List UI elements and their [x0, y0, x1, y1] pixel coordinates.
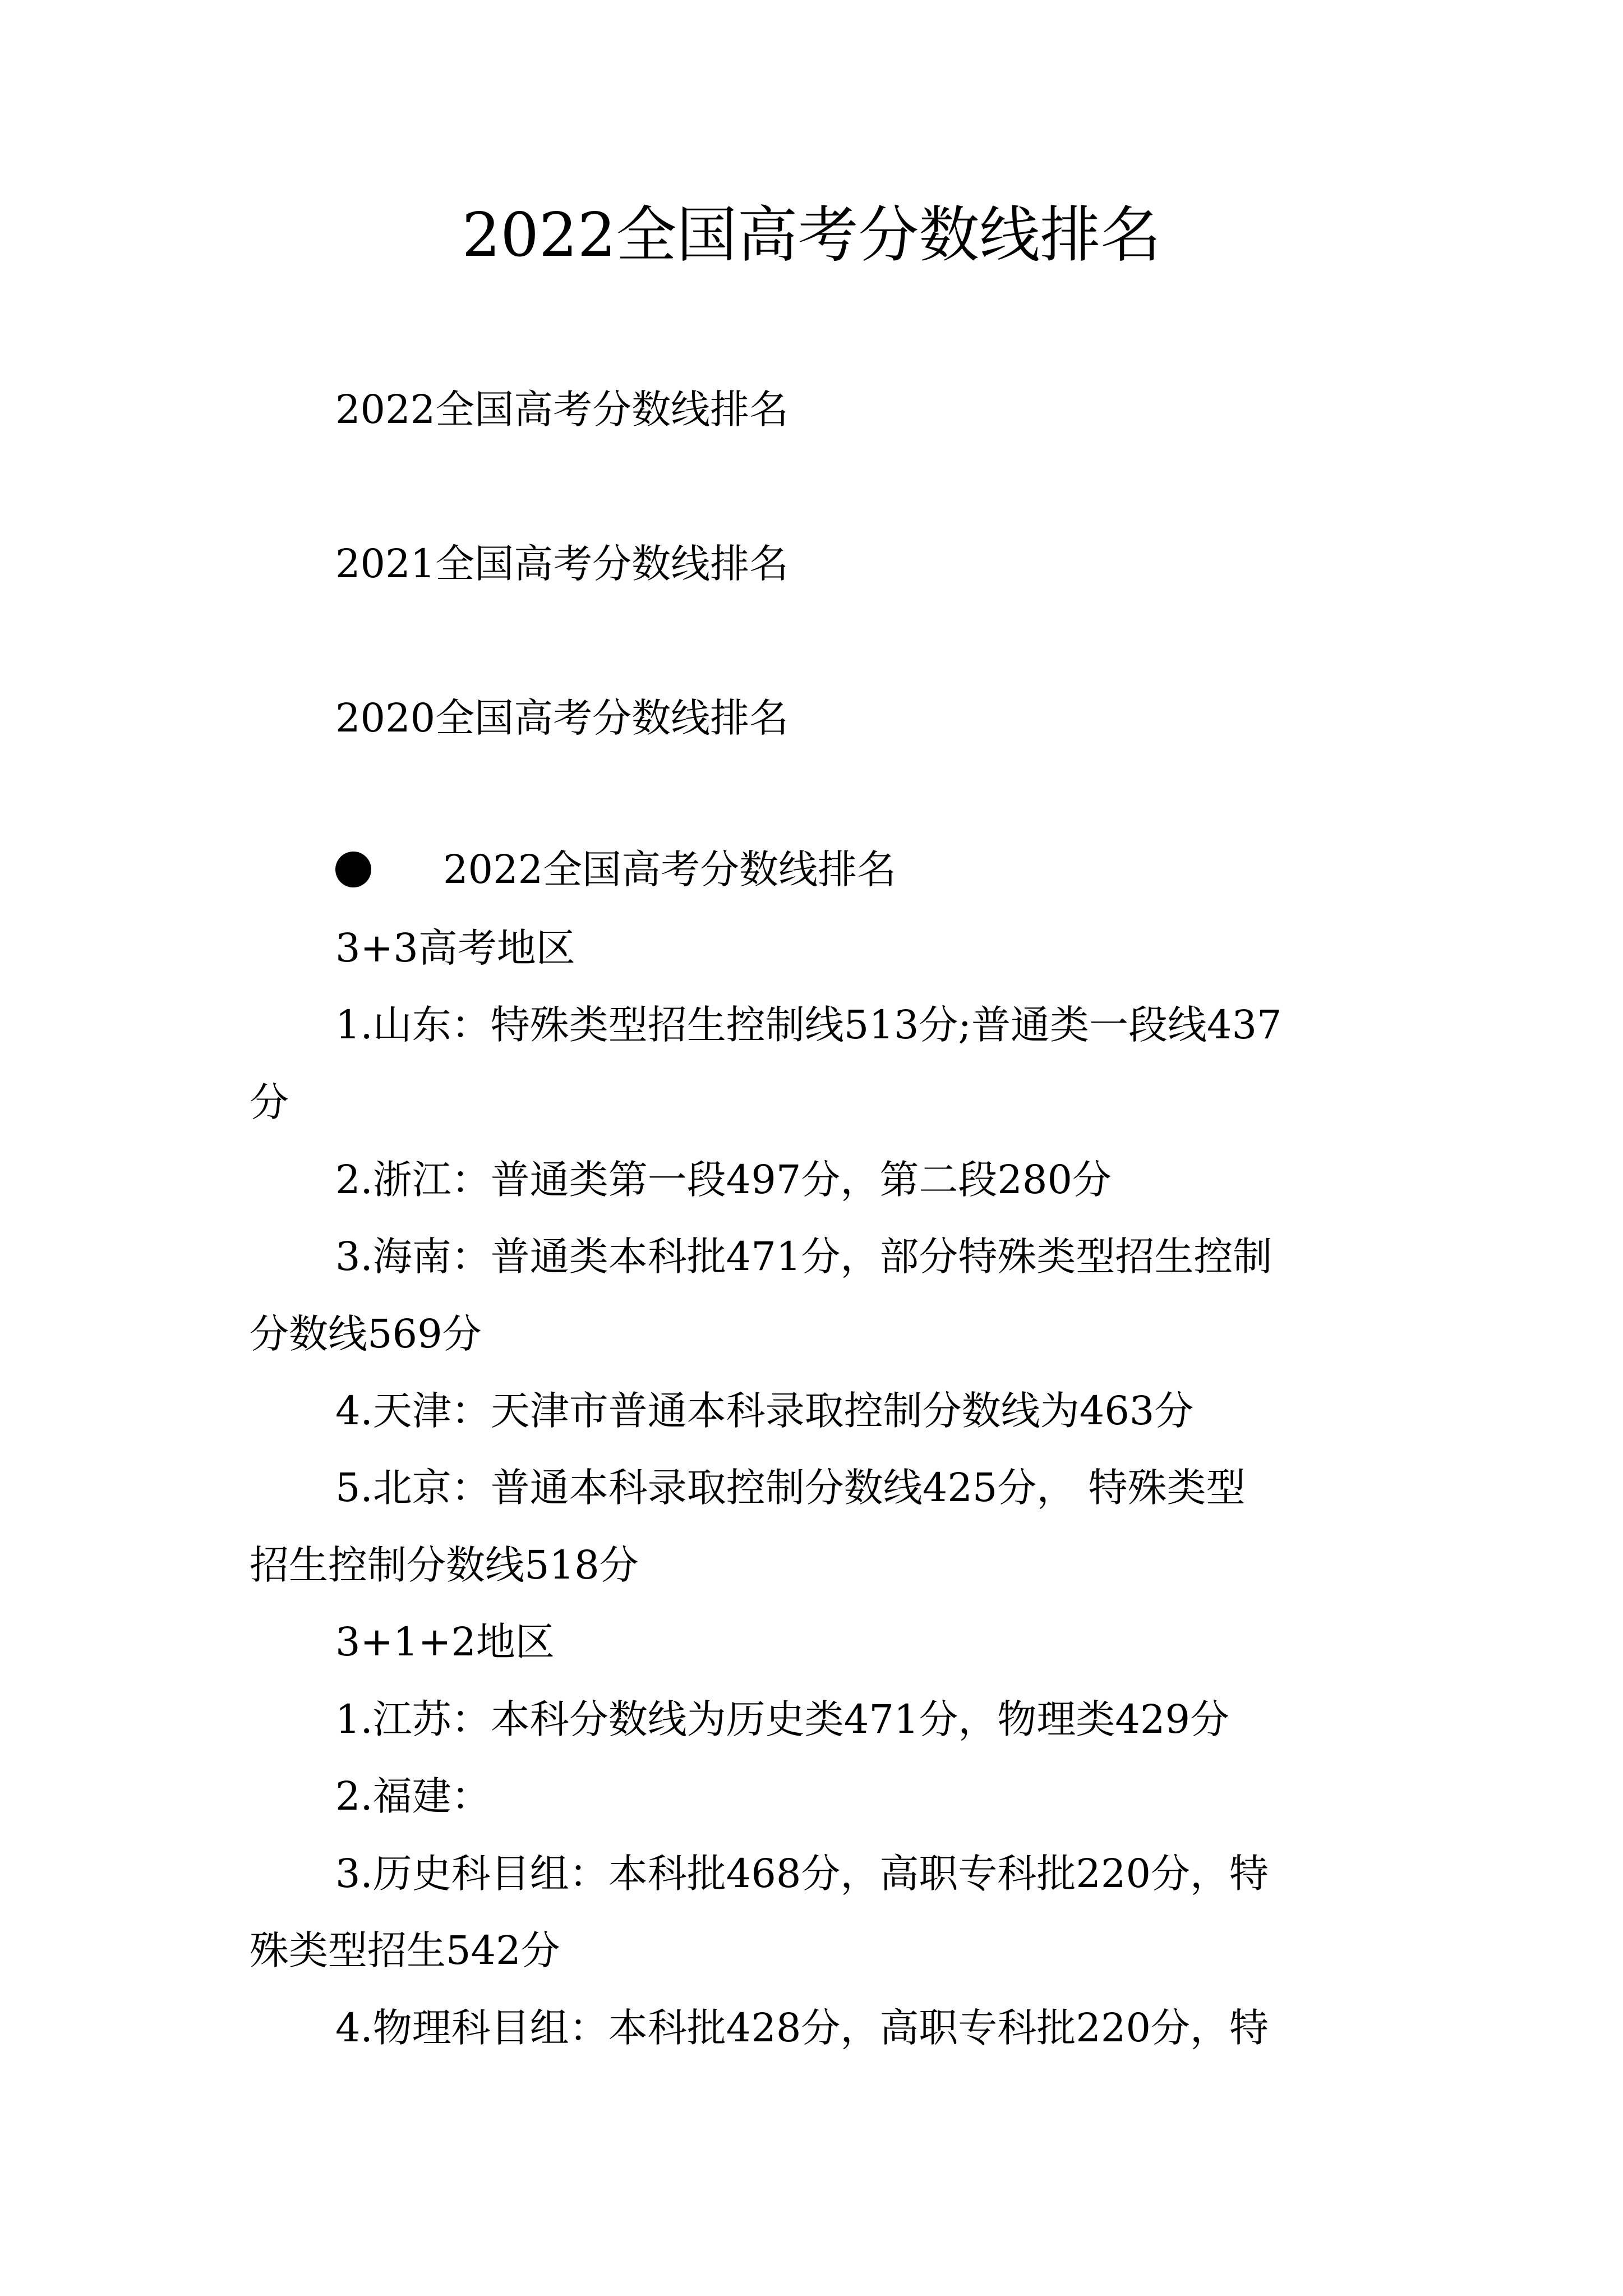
region-heading-3-3: 3+3高考地区 — [335, 925, 575, 971]
list-item-history-group-cont: 殊类型招生542分 — [250, 1927, 560, 1973]
list-item-tianjin: 4.天津：天津市普通本科录取控制分数线为463分 — [335, 1388, 1194, 1434]
section-heading: 2022全国高考分数线排名 — [443, 846, 897, 892]
bullet-icon — [335, 852, 371, 887]
list-item-jiangsu: 1.江苏：本科分数线为历史类471分，物理类429分 — [335, 1696, 1230, 1742]
list-item-history-group: 3.历史科目组：本科批468分，高职专科批220分，特 — [335, 1851, 1269, 1897]
list-item-shandong-cont: 分 — [250, 1079, 289, 1125]
toc-item-2022: 2022全国高考分数线排名 — [335, 386, 789, 432]
list-item-beijing: 5.北京：普通本科录取控制分数线425分， 特殊类型 — [335, 1465, 1246, 1511]
toc-item-2020: 2020全国高考分数线排名 — [335, 695, 789, 741]
list-item-shandong: 1.山东：特殊类型招生控制线513分;普通类一段线437 — [335, 1002, 1282, 1048]
region-heading-3-1-2: 3+1+2地区 — [335, 1619, 555, 1665]
toc-item-2021: 2021全国高考分数线排名 — [335, 541, 789, 587]
list-item-fujian: 2.福建： — [335, 1773, 491, 1819]
list-item-hainan: 3.海南：普通类本科批471分，部分特殊类型招生控制 — [335, 1234, 1272, 1280]
document-title: 2022全国高考分数线排名 — [462, 200, 1161, 270]
list-item-hainan-cont: 分数线569分 — [250, 1311, 482, 1357]
list-item-zhejiang: 2.浙江：普通类第一段497分，第二段280分 — [335, 1157, 1112, 1203]
list-item-physics-group: 4.物理科目组：本科批428分，高职专科批220分，特 — [335, 2005, 1269, 2051]
list-item-beijing-cont: 招生控制分数线518分 — [250, 1542, 639, 1588]
